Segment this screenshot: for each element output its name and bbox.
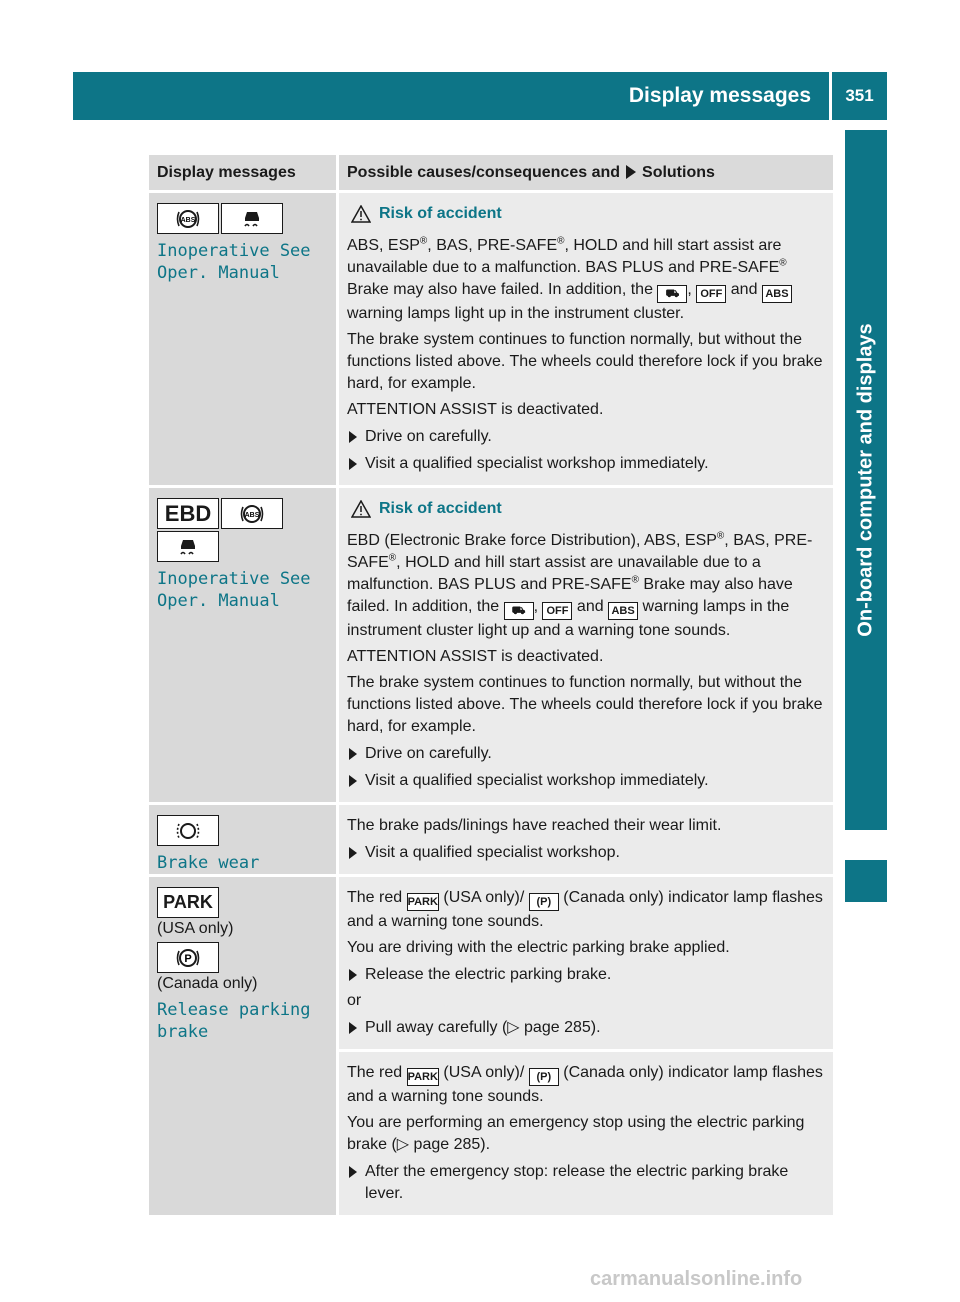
causes-cell [339, 1049, 833, 1215]
causes-cell [336, 488, 833, 802]
watermark: carmanualsonline.info [590, 1268, 803, 1290]
esp-off-inline-icon: OFF [542, 602, 572, 620]
col-header-display-messages: Display messages [157, 164, 296, 181]
paragraph: You are performing an emergency stop using the electric parking brake (▷ page 285). [347, 1114, 805, 1153]
display-message-line2: Oper. Manual [157, 591, 280, 611]
paragraph: The brake system continues to function normally, but without the functions listed above. The wheels could therefore lock if you brake hard, for example. [347, 674, 823, 735]
page-title: Display messages [628, 84, 811, 107]
table-row [149, 485, 833, 802]
display-message-line2: brake [157, 1022, 209, 1042]
paragraph: EBD (Electronic Brake force Distribution), ABS, ESP®, BAS, PRE-SAFE®, HOLD and hill start assist are unavailable due to a malfunction. BAS PLUS and PRE-SAFE® Brake may also have failed. In addition, the ⛟ , OFF and ABS warning lamps in the instrument cluster light up and a warning tone sounds. [347, 530, 813, 639]
display-message-line1: Inoperative See [157, 241, 311, 261]
paragraph: You are driving with the electric parking brake applied. [347, 939, 730, 956]
usa-only-label: (USA only) [157, 920, 234, 937]
display-message-line1: Brake wear [157, 853, 260, 873]
parking-brake-inline-icon: (P) [529, 893, 559, 911]
abs-icon [221, 498, 283, 529]
table-row [149, 190, 833, 485]
display-cell [149, 805, 336, 874]
instruction-step: Visit a qualified specialist workshop immediately. [347, 770, 827, 792]
paragraph: ABS, ESP®, BAS, PRE-SAFE®, HOLD and hill start assist are unavailable due to a malfunction. BAS PLUS and PRE-SAFE® Brake may also have failed. In addition, the ⛟ , OFF and ABS warning lamps light up in the instrument cluster. [347, 235, 827, 325]
abs-inline-icon: ABS [762, 285, 792, 303]
instruction-step: Visit a qualified specialist workshop immediately. [347, 453, 827, 475]
parking-brake-inline-icon: (P) [529, 1068, 559, 1086]
svg-text:ABS: ABS [180, 216, 196, 224]
display-message-line1: Release parking [157, 1000, 311, 1020]
esp-off-inline-icon: OFF [696, 285, 726, 303]
warning-triangle-icon [351, 500, 371, 518]
arrow-icon [626, 165, 636, 179]
esp-icon [157, 531, 219, 562]
instruction-step: Visit a qualified specialist workshop. [347, 842, 827, 864]
warning-heading: Risk of accident [351, 498, 827, 520]
canada-only-label: (Canada only) [157, 975, 258, 992]
abs-inline-icon: ABS [608, 602, 638, 620]
ebd-icon: EBD [157, 498, 219, 529]
esp-inline-icon: ⛟ [504, 602, 534, 620]
abs-icon [157, 203, 219, 234]
causes-cell [339, 877, 833, 1049]
display-message-line2: Oper. Manual [157, 263, 280, 283]
table-row [149, 874, 833, 1215]
park-icon: PARK [157, 887, 219, 918]
instruction-step: Drive on carefully. [347, 743, 827, 765]
instruction-step: After the emergency stop: release the electric parking brake lever. [347, 1161, 827, 1205]
side-tab-label: On-board computer and displays [854, 323, 877, 637]
side-tab-marker [845, 860, 887, 902]
paragraph: The red PARK (USA only)/ (P) (Canada only) indicator lamp flashes and a warning tone sounds. [347, 1064, 823, 1105]
paragraph: ATTENTION ASSIST is deactivated. [347, 401, 604, 418]
table-row [149, 802, 833, 874]
esp-inline-icon: ⛟ [657, 285, 687, 303]
brake-wear-icon [157, 815, 219, 846]
svg-text:ABS: ABS [244, 511, 260, 519]
display-messages-table [149, 155, 833, 1215]
park-inline-icon: PARK [407, 1068, 439, 1086]
instruction-step: Release the electric parking brake. [347, 964, 827, 986]
col-header-causes: Possible causes/consequences and Solutions [336, 155, 833, 190]
or-text: or [347, 992, 362, 1009]
parking-brake-icon [157, 942, 219, 973]
paragraph: The brake pads/linings have reached their wear limit. [347, 817, 722, 834]
causes-cell [336, 193, 833, 485]
display-cell [149, 488, 336, 802]
display-cell [149, 877, 336, 1215]
warning-heading: Risk of accident [351, 203, 827, 225]
page-number: 351 [845, 86, 874, 105]
paragraph: The brake system continues to function normally, but without the functions listed above. The wheels could therefore lock if you brake hard, for example. [347, 331, 823, 392]
table-header [149, 155, 833, 190]
paragraph: The red PARK (USA only)/ (P) (Canada only) indicator lamp flashes and a warning tone sounds. [347, 889, 823, 930]
paragraph: ATTENTION ASSIST is deactivated. [347, 648, 604, 665]
park-inline-icon: PARK [407, 893, 439, 911]
warning-triangle-icon [351, 205, 371, 223]
instruction-step: Drive on carefully. [347, 426, 827, 448]
esp-icon [221, 203, 283, 234]
display-message-line1: Inoperative See [157, 569, 311, 589]
svg-text:P: P [184, 952, 192, 965]
instruction-step: Pull away carefully (▷ page 285). [347, 1017, 827, 1039]
display-cell [149, 193, 336, 485]
causes-cell [336, 805, 833, 874]
